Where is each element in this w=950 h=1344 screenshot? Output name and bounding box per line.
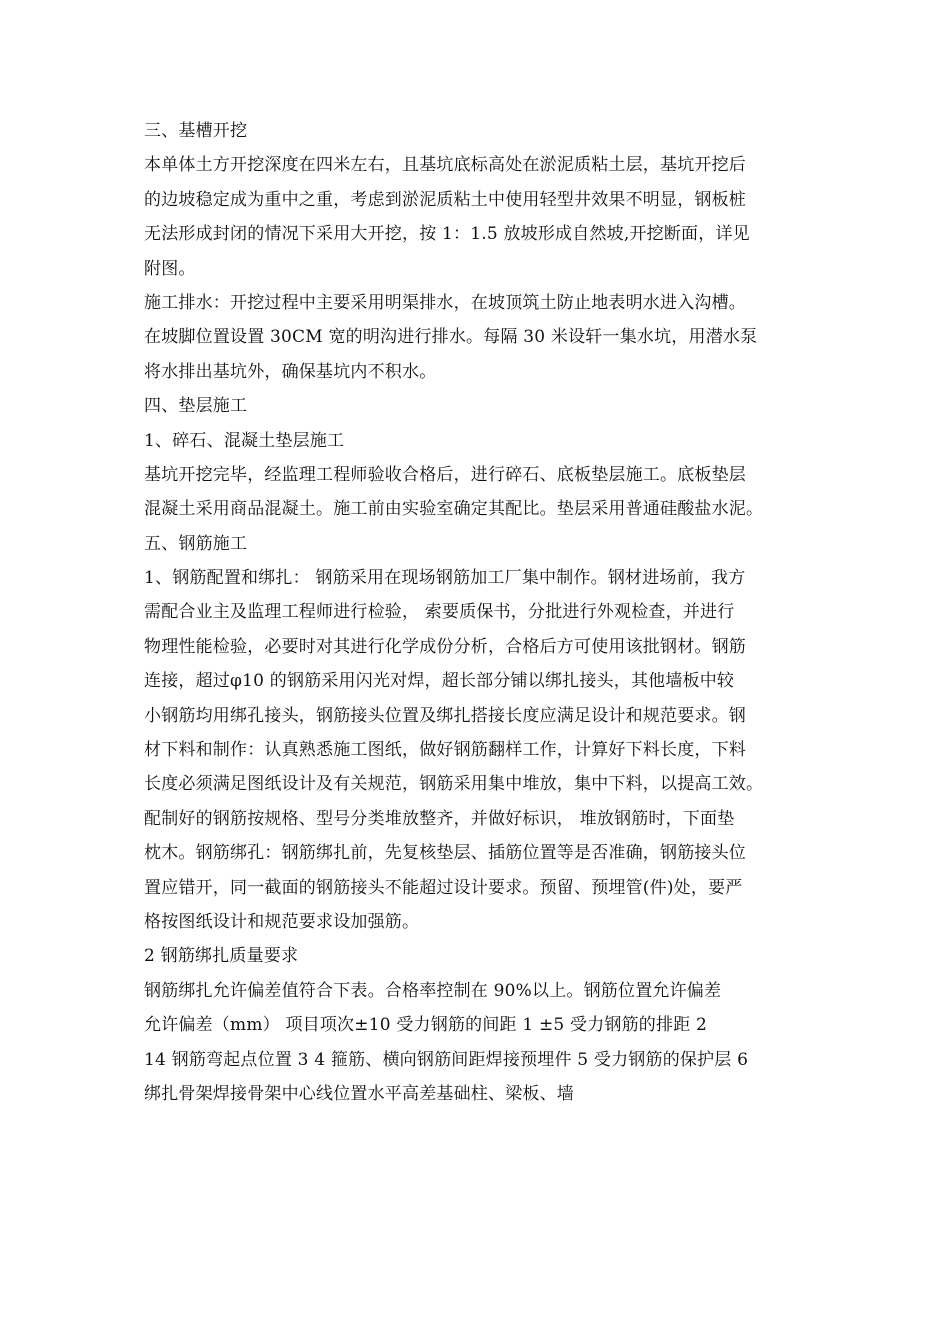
paragraph-line: 将水排出基坑外，确保基坑内不积水。 — [144, 361, 437, 382]
paragraph-line: 14 钢筋弯起点位置 3 4 箍筋、横向钢筋间距焊接预埋件 5 受力钢筋的保护层 6 — [144, 1049, 749, 1070]
paragraph-line: 施工排水：开挖过程中主要采用明渠排水，在坡顶筑土防止地表明水进入沟槽。 — [144, 292, 746, 313]
paragraph-line: 附图。 — [144, 258, 196, 279]
paragraph-line: 无法形成封闭的情况下采用大开挖，按 1：1.5 放坡形成自然坡,开挖断面，详见 — [144, 224, 750, 245]
paragraph-line: 置应错开，同一截面的钢筋接头不能超过设计要求。预留、预埋管(件)处，要严 — [144, 877, 743, 898]
paragraph-line: 1、钢筋配置和绑扎： 钢筋采用在现场钢筋加工厂集中制作。钢材进场前，我方 — [144, 568, 746, 589]
paragraph-line: 绑扎骨架焊接骨架中心线位置水平高差基础柱、梁板、墙 — [144, 1083, 574, 1104]
paragraph-line: 物理性能检验，必要时对其进行化学成份分析，合格后方可使用该批钢材。钢筋 — [144, 636, 746, 657]
section-heading-rebar: 五、钢筋施工 — [144, 533, 248, 554]
paragraph-line: 小钢筋均用绑孔接头，钢筋接头位置及绑扎搭接长度应满足设计和规范要求。钢 — [144, 705, 746, 726]
paragraph-line: 本单体土方开挖深度在四米左右，且基坑底标高处在淤泥质粘土层，基坑开挖后 — [144, 155, 746, 176]
paragraph-line: 材下料和制作：认真熟悉施工图纸，做好钢筋翻样工作，计算好下料长度，下料 — [144, 740, 746, 761]
paragraph-line: 混凝土采用商品混凝土。施工前由实验室确定其配比。垫层采用普通硅酸盐水泥。 — [144, 499, 764, 520]
document-body — [144, 114, 824, 1111]
paragraph-line: 允许偏差（mm） 项目项次±10 受力钢筋的间距 1 ±5 受力钢筋的排距 2 — [144, 1015, 708, 1036]
paragraph-line: 连接，超过φ10 的钢筋采用闪光对焊，超长部分铺以绑扎接头，其他墙板中较 — [144, 671, 735, 692]
section-heading-excavation: 三、基槽开挖 — [144, 121, 248, 141]
paragraph-line: 钢筋绑扎允许偏差值符合下表。合格率控制在 90%以上。钢筋位置允许偏差 — [144, 980, 722, 1001]
section-heading-cushion: 四、垫层施工 — [144, 396, 248, 417]
paragraph-line: 在坡脚位置设置 30CM 宽的明沟进行排水。每隔 30 米设轩一集水坑，用潜水泵 — [144, 327, 758, 348]
paragraph-line: 配制好的钢筋按规格、型号分类堆放整齐，并做好标识， 堆放钢筋时，下面垫 — [144, 808, 735, 829]
paragraph-line: 基坑开挖完毕，经监理工程师验收合格后，进行碎石、底板垫层施工。底板垫层 — [144, 464, 746, 485]
paragraph-line: 格按图纸设计和规范要求设加强筋。 — [144, 911, 420, 932]
paragraph-line: 长度必须满足图纸设计及有关规范，钢筋采用集中堆放，集中下料，以提高工效。 — [144, 774, 764, 795]
paragraph-line: 枕木。钢筋绑孔：钢筋绑扎前，先复核垫层、插筋位置等是否准确，钢筋接头位 — [144, 843, 746, 864]
subsection-heading: 2 钢筋绑扎质量要求 — [144, 946, 299, 967]
paragraph-line: 的边坡稳定成为重中之重，考虑到淤泥质粘土中使用轻型井效果不明显，钢板桩 — [144, 189, 746, 210]
paragraph-line: 需配合业主及监理工程师进行检验， 索要质保书，分批进行外观检查，并进行 — [144, 602, 735, 623]
subsection-heading: 1、碎石、混凝土垫层施工 — [144, 430, 345, 451]
